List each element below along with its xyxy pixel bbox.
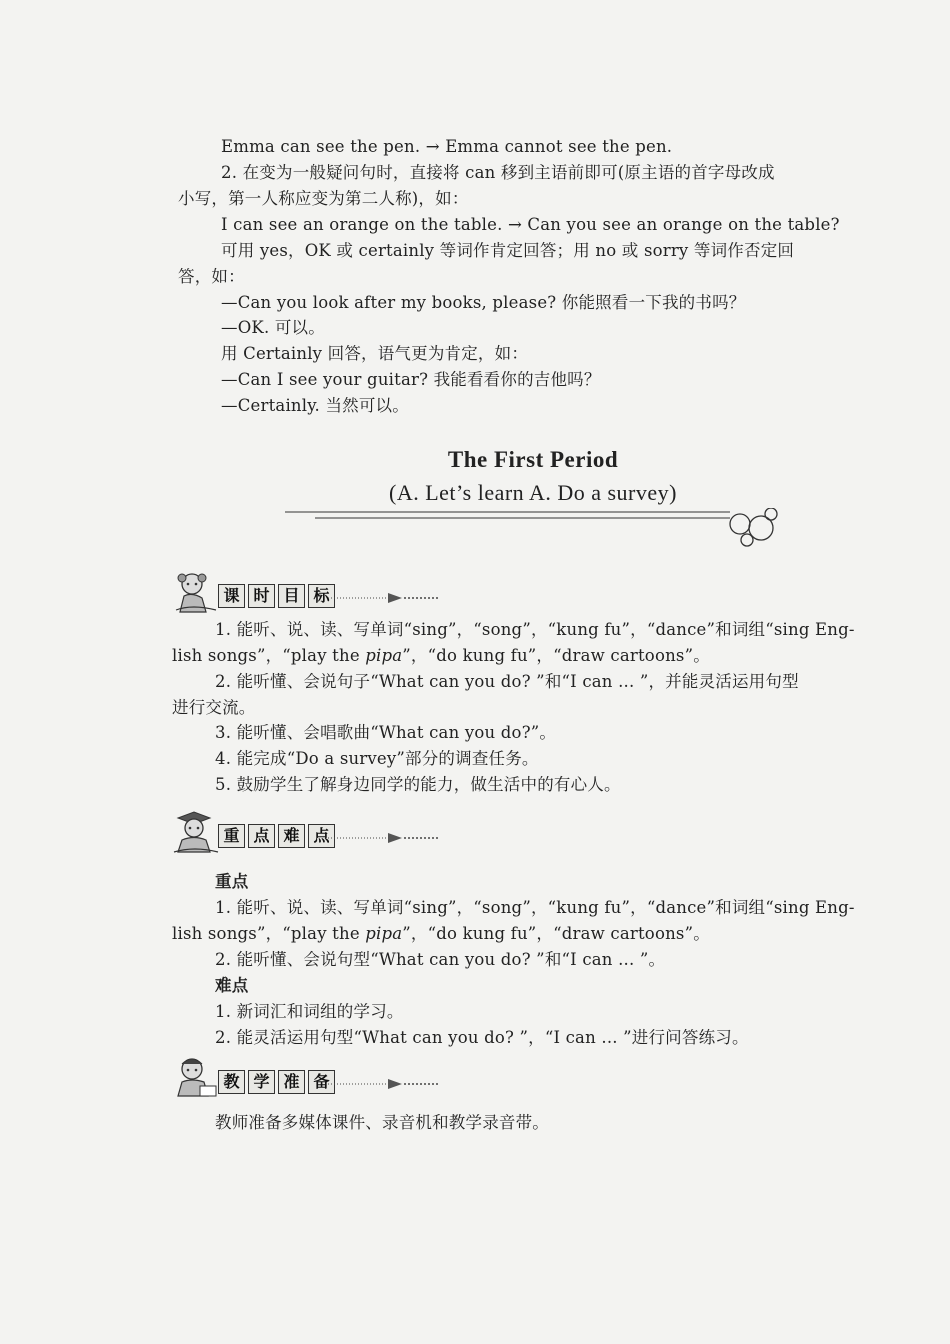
key-label: 重点	[215, 872, 249, 891]
intro-line-7: —Can you look after my books, please? 你能照看一下我的书吗？	[221, 293, 746, 312]
preparation-heading	[172, 1056, 472, 1106]
key-line-2: lish songs”，“play the pipa”，“do kung fu”，“draw cartoons”。	[172, 924, 710, 943]
heading-char: 重	[218, 824, 245, 848]
intro-line-11: —Certainly. 当然可以。	[221, 396, 409, 415]
heading-char: 备	[308, 1070, 335, 1094]
heading-char: 点	[308, 824, 335, 848]
boy-graduate-mascot-icon	[172, 810, 220, 856]
heading-char: 准	[278, 1070, 305, 1094]
period-title: The First Period	[447, 447, 619, 472]
objective-line-2: lish songs”，“play the pipa”，“do kung fu”，“draw cartoons”。	[172, 646, 710, 665]
heading-arrow-dots	[328, 832, 440, 844]
objective-line-6: 4. 能完成“Do a survey”部分的调查任务。	[215, 749, 539, 768]
objective-line-4: 进行交流。	[172, 698, 256, 717]
heading-char: 教	[218, 1070, 245, 1094]
intro-line-5: 可用 yes，OK 或 certainly 等词作肯定回答；用 no 或 sorry 等词作否定回	[221, 241, 795, 260]
heading-char: 难	[278, 824, 305, 848]
objective-line-5: 3. 能听懂、会唱歌曲“What can you do?”。	[215, 723, 557, 742]
keypoints-heading	[172, 810, 472, 860]
key-line-1: 1. 能听、说、读、写单词“sing”，“song”，“kung fu”，“dance”和词组“sing Eng-	[215, 898, 855, 917]
intro-line-8: —OK. 可以。	[221, 318, 325, 337]
heading-char: 标	[308, 584, 335, 608]
heading-char: 时	[248, 584, 275, 608]
objective-line-3: 2. 能听懂、会说句子“What can you do? ”和“I can ... ”，并能灵活运用句型	[215, 672, 799, 691]
intro-line-3: 小写，第一人称应变为第二人称)，如：	[178, 189, 469, 208]
intro-line-9: 用 Certainly 回答，语气更为肯定，如：	[221, 344, 529, 363]
heading-char: 点	[248, 824, 275, 848]
heading-char: 学	[248, 1070, 275, 1094]
intro-line-2: 2. 在变为一般疑问句时，直接将 can 移到主语前即可(原主语的首字母改成	[221, 163, 775, 182]
intro-line-6: 答，如：	[178, 267, 245, 286]
objective-line-7: 5. 鼓励学生了解身边同学的能力，做生活中的有心人。	[215, 775, 621, 794]
difficulty-line-1: 1. 新词汇和词组的学习。	[215, 1002, 404, 1021]
period-subtitle: (A. Let’s learn A. Do a survey)	[389, 480, 677, 505]
girl-mascot-icon	[172, 570, 220, 616]
intro-line-4: I can see an orange on the table. → Can you see an orange on the table?	[221, 215, 840, 234]
objective-line-1: 1. 能听、说、读、写单词“sing”，“song”，“kung fu”，“dance”和词组“sing Eng-	[215, 620, 855, 639]
objectives-heading	[172, 570, 472, 620]
difficulty-line-2: 2. 能灵活运用句型“What can you do? ”，“I can ... ”进行问答练习。	[215, 1028, 749, 1047]
difficulty-label: 难点	[215, 976, 249, 995]
heading-char: 课	[218, 584, 245, 608]
intro-line-1: Emma can see the pen. → Emma cannot see the pen.	[221, 137, 673, 156]
heading-arrow-dots	[328, 1078, 440, 1090]
heading-char: 目	[278, 584, 305, 608]
boy-reading-mascot-icon	[172, 1056, 220, 1102]
intro-line-10: —Can I see your guitar? 我能看看你的吉他吗？	[221, 370, 601, 389]
title-underline-ornament	[285, 508, 785, 550]
preparation-line-1: 教师准备多媒体课件、录音机和教学录音带。	[215, 1113, 549, 1132]
heading-arrow-dots	[328, 592, 440, 604]
key-line-3: 2. 能听懂、会说句型“What can you do? ”和“I can ... ”。	[215, 950, 666, 969]
